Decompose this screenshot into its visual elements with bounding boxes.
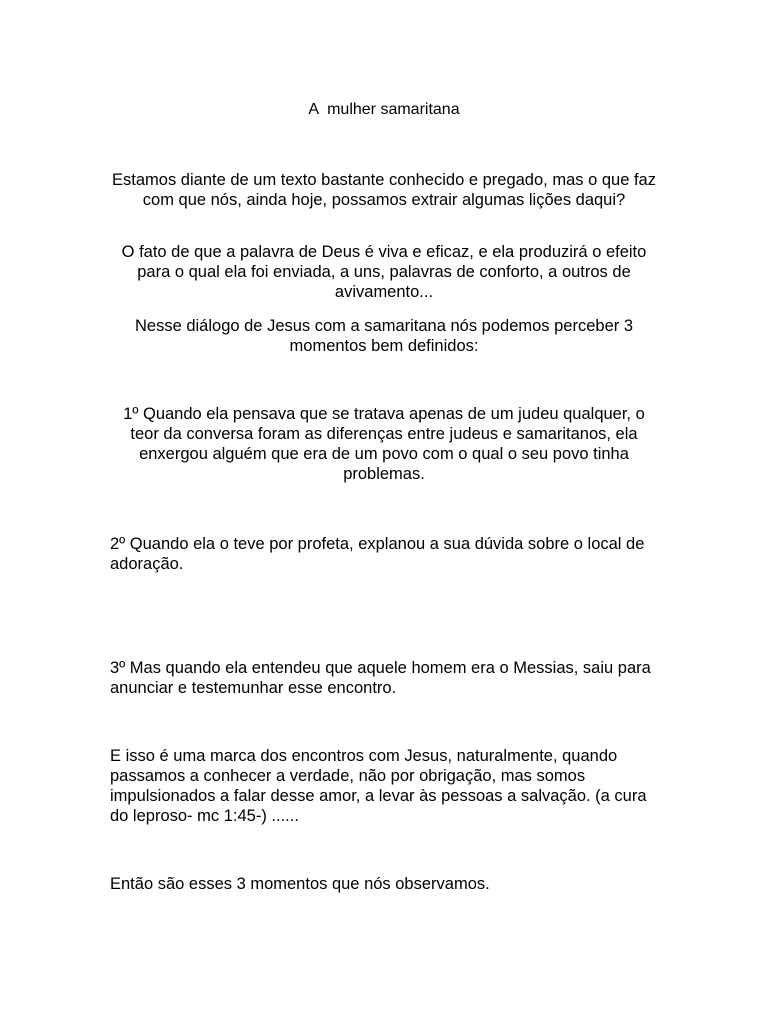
paragraph-encounters: E isso é uma marca dos encontros com Jesus, naturalmente, quando passamos a conhecer a verdade, não por obrigação, mas somos impulsionados a falar desse amor, a levar às pessoas a salvação. (a cura do leproso- mc 1:45-) ...... bbox=[110, 747, 647, 825]
paragraph-moment-3: 3º Mas quando ela entendeu que aquele homem era o Messias, saiu para anunciar e testemunhar esse encontro. bbox=[110, 659, 651, 697]
paragraph-three-moments: Nesse diálogo de Jesus com a samaritana nós podemos perceber 3 momentos bem definidos: bbox=[134, 317, 634, 355]
paragraph-intro: Estamos diante de um texto bastante conhecido e pregado, mas o que faz com que nós, ainda hoje, possamos extrair algumas lições daqui? bbox=[112, 171, 656, 209]
paragraph-moment-1: 1º Quando ela pensava que se tratava apenas de um judeu qualquer, o teor da conversa foram as diferenças entre judeus e samaritanos, ela enxergou alguém que era de um povo com o qual o seu povo tinha problemas. bbox=[123, 405, 645, 483]
paragraph-word-of-god: O fato de que a palavra de Deus é viva e eficaz, e ela produzirá o efeito para o qual ela foi enviada, a uns, palavras de conforto, a outros de avivamento... bbox=[121, 243, 647, 301]
paragraph-conclusion: Então são esses 3 momentos que nós observamos. bbox=[110, 875, 490, 893]
paragraph-moment-2: 2º Quando ela o teve por profeta, explanou a sua dúvida sobre o local de adoração. bbox=[110, 535, 645, 573]
document-title: A mulher samaritana bbox=[308, 101, 460, 118]
